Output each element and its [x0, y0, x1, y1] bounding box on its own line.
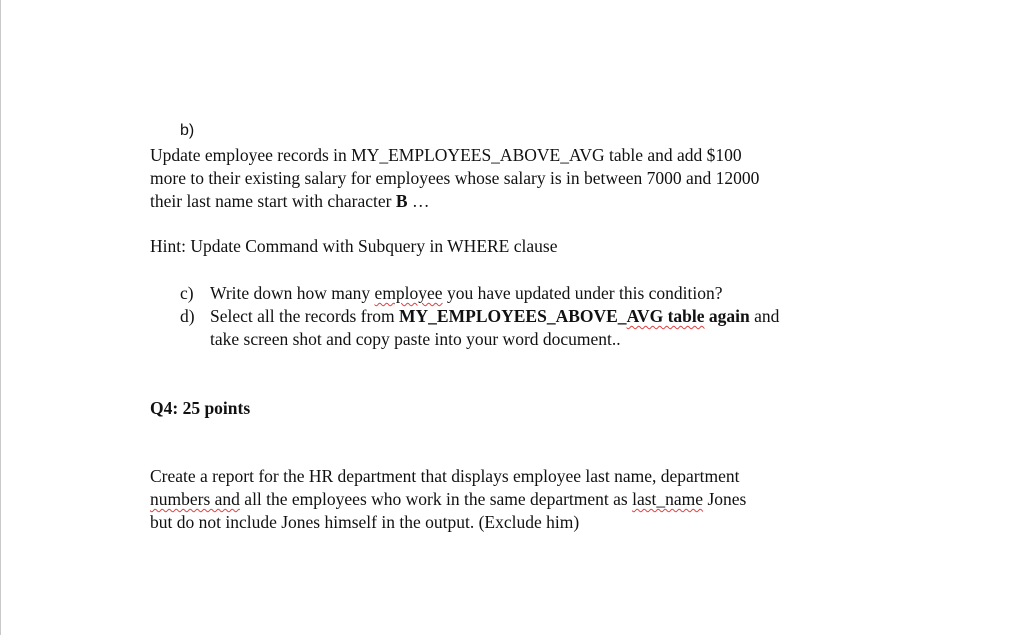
- part-b-line-3-text: their last name start with character: [150, 191, 396, 211]
- part-b-label: b): [180, 122, 195, 139]
- list-c-pre: Write down how many: [210, 283, 375, 303]
- page-edge-rule: [0, 0, 1, 635]
- list-item-c-text: [210, 282, 723, 305]
- q4-line-3: but do not include Jones himself in the output. (Exclude him): [150, 512, 580, 532]
- part-b-line-1: Update employee records in MY_EMPLOYEES_ABOVE_AVG table and add $100: [150, 145, 742, 165]
- part-b-paragraph: [150, 144, 759, 213]
- spellcheck-word-employee: employee: [374, 283, 443, 303]
- list-marker-d: d): [180, 306, 195, 326]
- list-d-pre: Select all the records from: [210, 306, 400, 326]
- list-d-again: again: [704, 306, 750, 326]
- spellcheck-word-last-name: last_name: [632, 489, 704, 509]
- q4-paragraph: [150, 465, 746, 534]
- list-d-post: and: [749, 306, 780, 326]
- list-item-d-text: [210, 305, 779, 328]
- q4-heading: Q4: 25 points: [150, 398, 251, 418]
- list-marker-c: c): [180, 283, 194, 303]
- q4-line-2: [150, 488, 746, 511]
- part-b-line-2: more to their existing salary for employees whose salary is in between 7000 and 12000: [150, 168, 760, 188]
- q4-line-2-post: Jones: [703, 489, 747, 509]
- list-c-post: you have updated under this condition?: [442, 283, 723, 303]
- q4-line-2-mid: all the employees who work in the same department as: [239, 489, 633, 509]
- q4-line-1: Create a report for the HR department that displays employee last name, department: [150, 466, 740, 486]
- list-d-table-name: MY_EMPLOYEES_ABOVE_: [399, 306, 627, 326]
- part-b-ellipsis: …: [407, 191, 430, 211]
- hint-text: Hint: Update Command with Subquery in WHERE clause: [150, 236, 558, 256]
- spellcheck-word-avg-table: AVG table: [626, 306, 705, 326]
- part-b-char-b: B: [395, 191, 408, 211]
- part-b-line-3: [150, 190, 759, 213]
- list-item-d-line-2: take screen shot and copy paste into your word document..: [210, 329, 621, 349]
- spellcheck-word-numbers-and: numbers and: [150, 489, 240, 509]
